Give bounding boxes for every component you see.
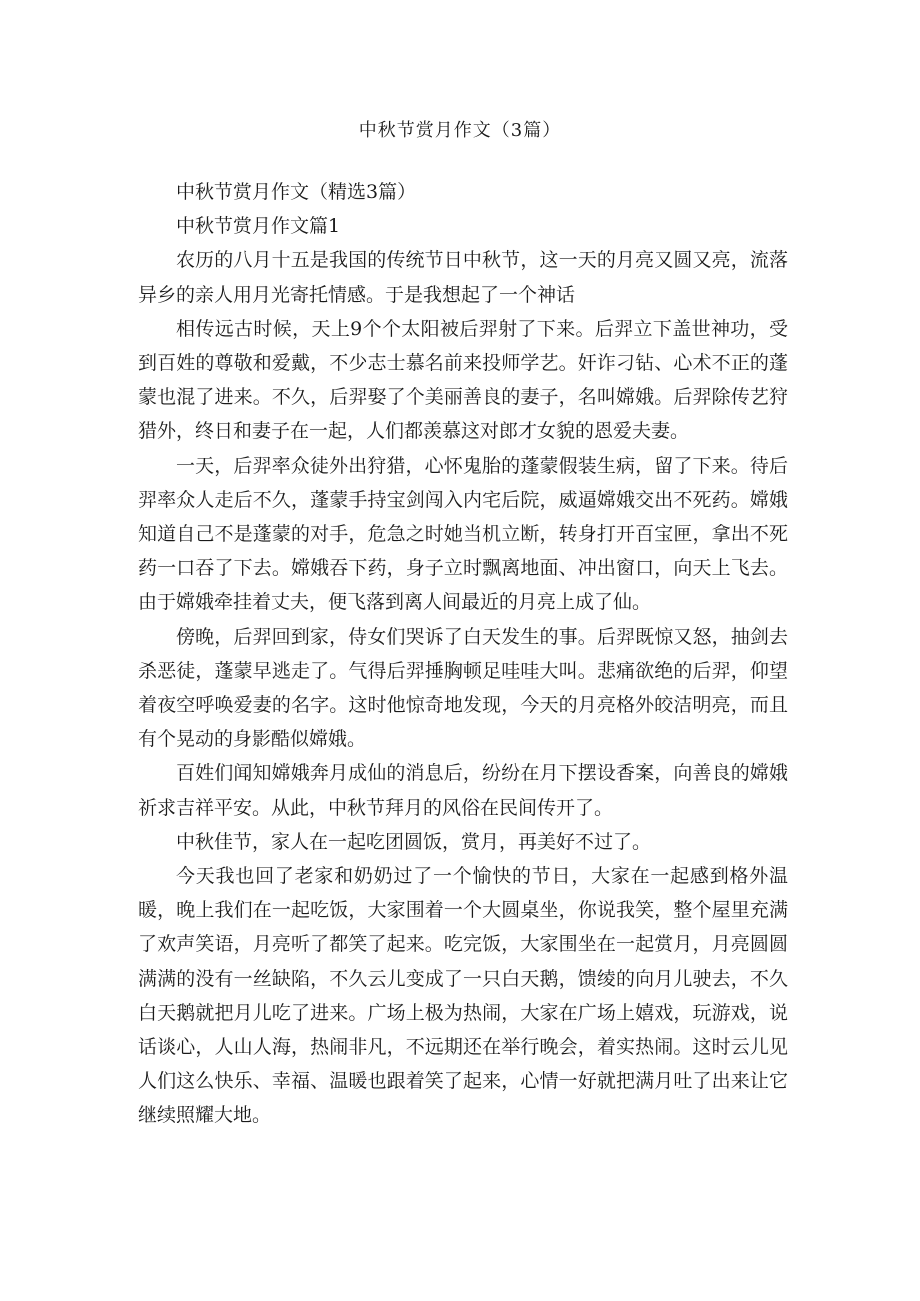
subtitle-paragraph: 中秋节赏月作文（精选3篇） bbox=[176, 181, 417, 203]
section-heading: 中秋节赏月作文篇1 bbox=[176, 215, 341, 238]
paragraph: 今天我也回了老家和奶奶过了一个愉快的节日，大家在一起感到格外温暖，晚上我们在一起吃饭，大家围着一个大圆桌坐，你说我笑，整个屋里充满了欢声笑语，月亮听了都笑了起来。吃完饭，大家围坐在一起赏月，月亮圆圆满满的没有一丝缺陷，不久云儿变成了一只白天鹅，馈绫的向月儿驶去，不久白天鹅就把月儿吃了进来。广场上极为热闹，大家在广场上嬉戏，玩游戏，说话谈心，人山人海，热闹非凡，不远期还在举行晚会，着实热闹。这时云儿见人们这么快乐、幸福、温暖也跟着笑了起来，心情一好就把满月吐了出来让它继续照耀大地。 bbox=[138, 865, 788, 1127]
document-title: 中秋节赏月作文（3篇） bbox=[358, 120, 562, 141]
paragraph: 中秋佳节，家人在一起吃团圆饭，赏月，再美好不过了。 bbox=[176, 830, 652, 853]
document-body bbox=[138, 175, 788, 1133]
paragraph: 一天，后羿率众徒外出狩猎，心怀鬼胎的蓬蒙假装生病，留了下来。待后羿率众人走后不久，蓬蒙手持宝剑闯入内宅后院，威逼嫦娥交出不死药。嫦娥知道自己不是蓬蒙的对手，危急之时她当机立断，转身打开百宝匣，拿出不死药一口吞了下去。嫦娥吞下药，身子立时飘离地面、冲出窗口，向天上飞去。由于嫦娥牵挂着丈夫，便飞落到离人间最近的月亮上成了仙。 bbox=[138, 454, 788, 614]
paragraph: 百姓们闻知嫦娥奔月成仙的消息后，纷纷在月下摆设香案，向善良的嫦娥祈求吉祥平安。从此，中秋节拜月的风俗在民间传开了。 bbox=[138, 762, 788, 819]
paragraph: 农历的八月十五是我国的传统节日中秋节，这一天的月亮又圆又亮，流落异乡的亲人用月光寄托情感。于是我想起了一个神话 bbox=[138, 249, 788, 306]
paragraph: 相传远古时候，天上9个个太阳被后羿射了下来。后羿立下盖世神功，受到百姓的尊敬和爱戴，不少志士慕名前来投师学艺。奸诈刁钻、心术不正的蓬蒙也混了进来。不久，后羿娶了个美丽善良的妻子，名叫嫦娥。后羿除传艺狩猎外，终日和妻子在一起，人们都羡慕这对郎才女貌的恩爱夫妻。 bbox=[138, 317, 788, 443]
paragraph: 傍晚，后羿回到家，侍女们哭诉了白天发生的事。后羿既惊又怒，抽剑去杀恶徒，蓬蒙早逃走了。气得后羿捶胸顿足哇哇大叫。悲痛欲绝的后羿，仰望着夜空呼唤爱妻的名字。这时他惊奇地发现，今天的月亮格外皎洁明亮，而且有个晃动的身影酷似嫦娥。 bbox=[138, 625, 788, 751]
